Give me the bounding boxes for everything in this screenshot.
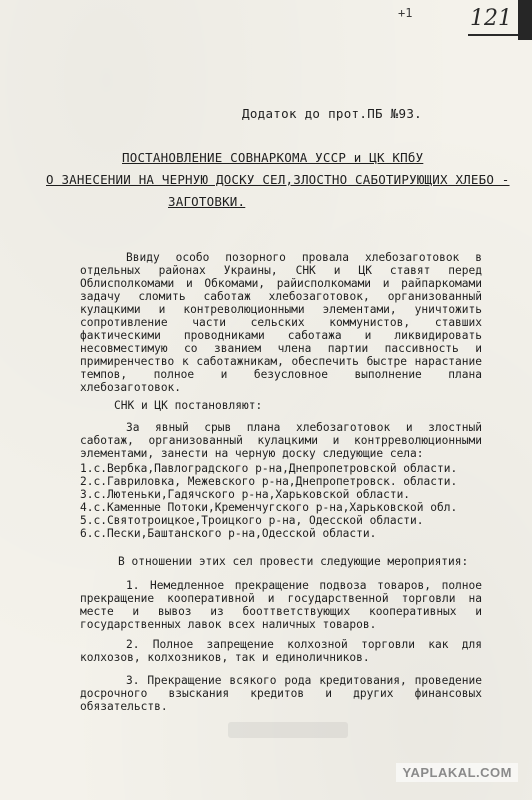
list-item: 2.с.Гавриловка, Межевского р-на,Днепропетровск. области. — [80, 475, 458, 488]
list-item: 6.с.Пески,Баштанского р-на,Одесской области. — [80, 527, 377, 540]
page-number-underline — [468, 34, 518, 36]
handwritten-mark: +1 — [398, 6, 413, 20]
document-title-line3: ЗАГОТОВКИ. — [168, 194, 246, 209]
measure-2: 2. Полное запрещение колхозной торговли как для колхозов, колхозников, так и единоличников. — [80, 638, 482, 665]
measure-1: 1. Немедленное прекращение подвоза товаров, полное прекращение кооперативной и государственной торговли на месте и вывоз из бооттветствующих кооперативных и государственных лавок всех наличных товаров. — [80, 579, 482, 632]
measure-3: 3. Прекращение всякого рода кредитования, проведение досрочного взыскания кредитов и других финансовых обязательств. — [80, 674, 482, 714]
list-item: 1.с.Вербка,Павлоградского р-на,Днепропетровской области. — [80, 462, 458, 475]
scan-edge-mark — [518, 0, 532, 40]
page-number: 121 — [470, 6, 512, 31]
list-item: 3.с.Лютеньки,Гадячского р-на,Харьковской области. — [80, 488, 411, 501]
list-item: 5.с.Святотроицкое,Троицкого р-на, Одесской области. — [80, 514, 424, 527]
measures-heading: В отношении этих сел провести следующие мероприятия: — [118, 555, 469, 569]
site-watermark: YAPLAKAL.COM — [396, 763, 518, 782]
failed-plan-paragraph: За явный срыв плана хлебозаготовок и злостный саботаж, организованный кулацкими и контрреволюционными элементами, занести на черную доску следующие села: — [80, 421, 482, 461]
addendum-heading: Додаток до прот.ПБ №93. — [242, 106, 422, 121]
signature-smudge — [228, 722, 348, 738]
decree-line: СНК и ЦК постановляют: — [114, 399, 263, 413]
document-title-line1: ПОСТАНОВЛЕНИЕ СОВНАРКОМА УССР и ЦК КПбУ — [122, 150, 424, 165]
list-item: 4.с.Каменные Потоки,Кременчугского р-на,Харьковской обл. — [80, 501, 458, 514]
main-paragraph: Ввиду особо позорного провала хлебозаготовок в отдельных районах Украины, СНК и ЦК ставят перед Облисполкомами и Обкомами, райисполкомами и райпаркомами задачу сломить саботаж хлебозаготовок, организованный кулацкими и контреволюционными элементами, уничтожить сопротивление части сельских коммунистов, ставших фактическими проводниками саботажа и ликвидировать несовместимую со званием члена партии пассивность и примиренчество к саботажникам, обеспечить быстре нарастание темпов, полное и безусловное выполнение плана хлебозаготовок. — [80, 251, 482, 395]
document-title-line2: О ЗАНЕСЕНИИ НА ЧЕРНУЮ ДОСКУ СЕЛ,ЗЛОСТНО САБОТИРУЮЩИХ ХЛЕБО - — [46, 172, 510, 187]
village-list — [80, 462, 490, 540]
